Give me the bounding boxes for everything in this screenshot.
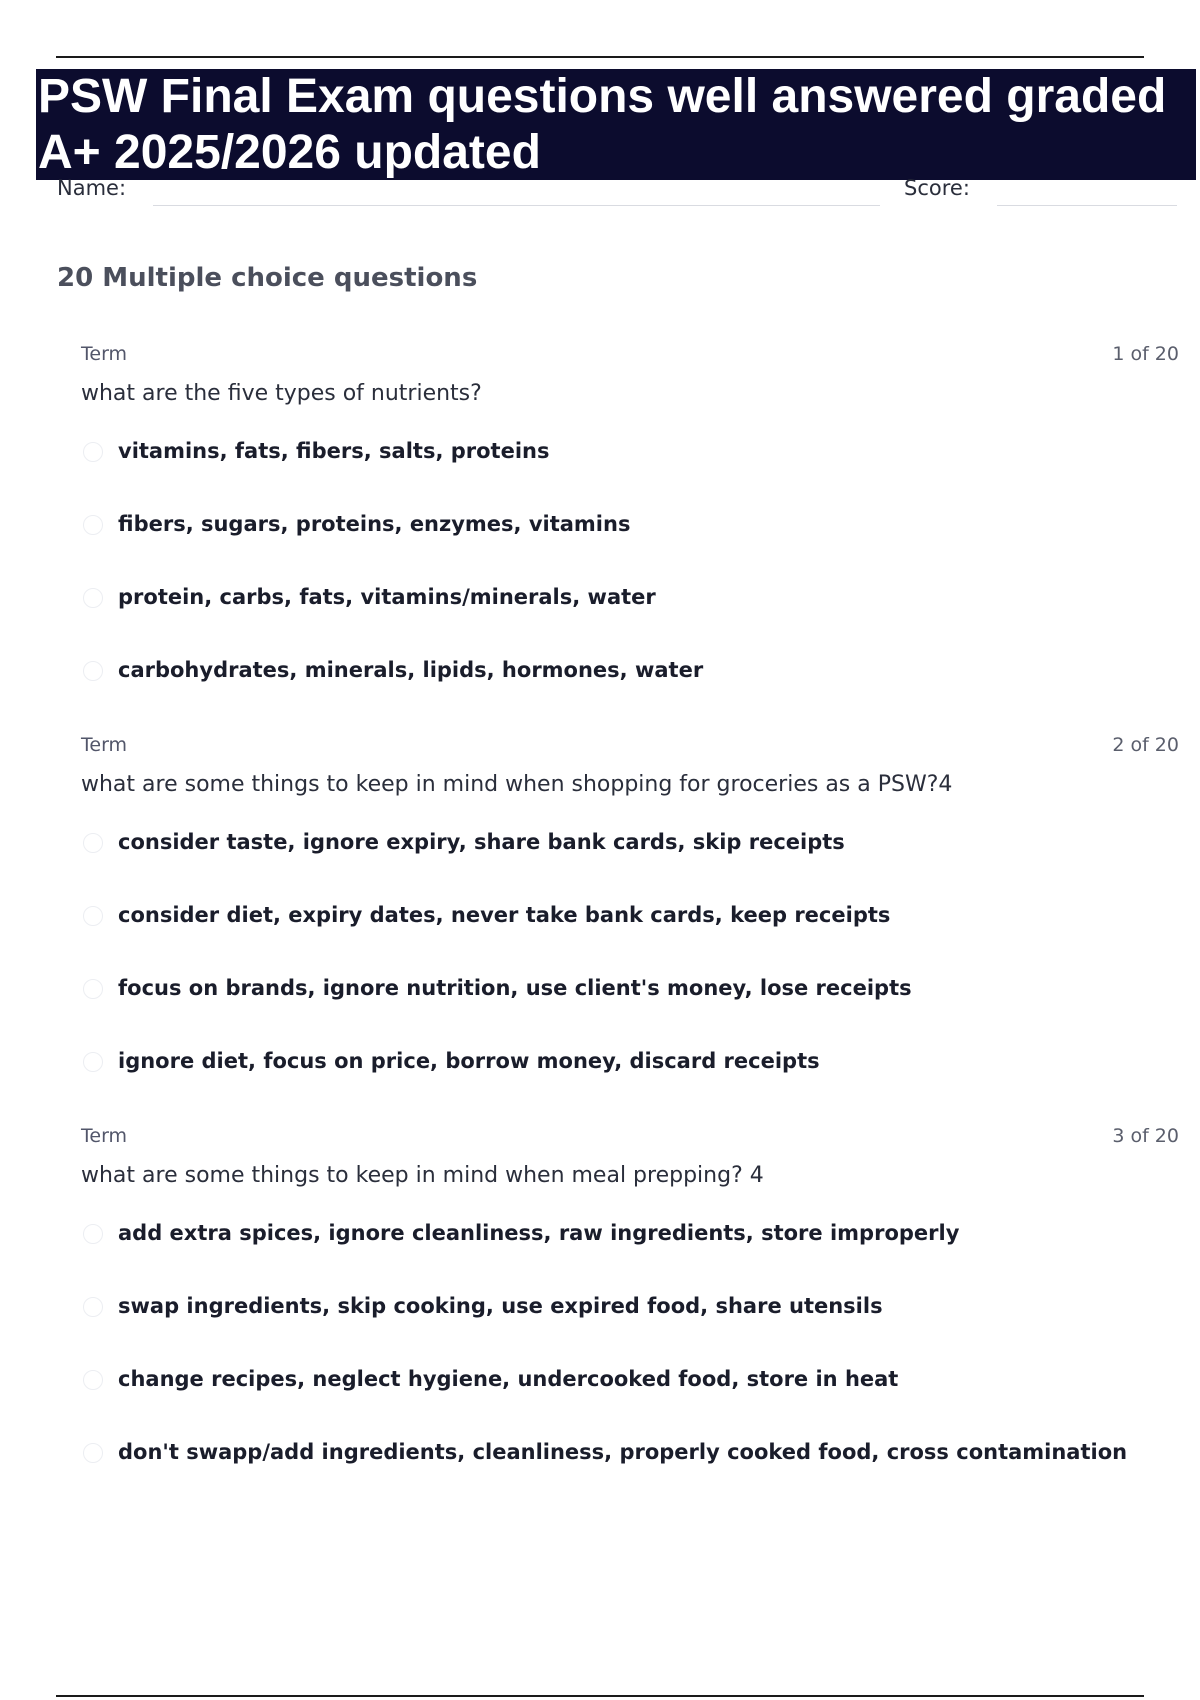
- term-label: Term: [81, 343, 128, 365]
- answer-option[interactable]: [81, 830, 1179, 903]
- radio-button[interactable]: [83, 1297, 103, 1317]
- answer-option-label[interactable]: add extra spices, ignore cleanliness, raw ingredients, store improperly: [118, 1221, 960, 1245]
- answer-option[interactable]: [81, 1367, 1179, 1440]
- answer-option-label[interactable]: focus on brands, ignore nutrition, use client's money, lose receipts: [118, 976, 912, 1000]
- score-label: Score:: [904, 176, 970, 200]
- term-label: Term: [81, 734, 128, 756]
- answer-option[interactable]: [81, 976, 1179, 1049]
- radio-button[interactable]: [83, 588, 103, 608]
- answer-options: [81, 830, 1179, 1122]
- answer-option-label[interactable]: consider diet, expiry dates, never take bank cards, keep receipts: [118, 903, 891, 927]
- radio-button[interactable]: [83, 1443, 103, 1463]
- score-field[interactable]: [997, 205, 1177, 206]
- answer-option-label[interactable]: change recipes, neglect hygiene, undercooked food, store in heat: [118, 1367, 899, 1391]
- name-label: Name:: [57, 176, 127, 200]
- bottom-rule: [56, 1695, 1144, 1697]
- title-line-2: A+ 2025/2026 updated: [38, 126, 541, 179]
- question-counter: 2 of 20: [1112, 734, 1179, 756]
- answer-option-label[interactable]: fibers, sugars, proteins, enzymes, vitamins: [118, 512, 631, 536]
- answer-option[interactable]: [81, 658, 1179, 731]
- radio-button[interactable]: [83, 906, 103, 926]
- radio-button[interactable]: [83, 979, 103, 999]
- question-3: [81, 1125, 1179, 1464]
- document-title: [36, 69, 1196, 180]
- question-text: what are some things to keep in mind when meal prepping? 4: [81, 1163, 764, 1188]
- radio-button[interactable]: [83, 1370, 103, 1390]
- question-1: [81, 343, 1179, 682]
- answer-option-label[interactable]: carbohydrates, minerals, lipids, hormones, water: [118, 658, 704, 682]
- answer-option-label[interactable]: protein, carbs, fats, vitamins/minerals, water: [118, 585, 656, 609]
- answer-option[interactable]: [81, 1440, 1179, 1513]
- section-heading: 20 Multiple choice questions: [57, 263, 478, 293]
- answer-option[interactable]: [81, 1221, 1179, 1294]
- question-text: what are the five types of nutrients?: [81, 381, 482, 406]
- radio-button[interactable]: [83, 1052, 103, 1072]
- answer-options: [81, 1221, 1179, 1513]
- radio-button[interactable]: [83, 833, 103, 853]
- question-header: [81, 1125, 1179, 1155]
- radio-button[interactable]: [83, 661, 103, 681]
- question-header: [81, 343, 1179, 373]
- answer-option-label[interactable]: ignore diet, focus on price, borrow money, discard receipts: [118, 1049, 820, 1073]
- answer-option[interactable]: [81, 439, 1179, 512]
- answer-option[interactable]: [81, 512, 1179, 585]
- name-score-row: [0, 176, 1200, 210]
- answer-options: [81, 439, 1179, 731]
- radio-button[interactable]: [83, 1224, 103, 1244]
- term-label: Term: [81, 1125, 128, 1147]
- answer-option[interactable]: [81, 585, 1179, 658]
- answer-option[interactable]: [81, 1049, 1179, 1122]
- question-counter: 1 of 20: [1112, 343, 1179, 365]
- question-2: [81, 734, 1179, 1073]
- question-header: [81, 734, 1179, 764]
- top-rule: [56, 56, 1144, 58]
- answer-option[interactable]: [81, 1294, 1179, 1367]
- answer-option-label[interactable]: consider taste, ignore expiry, share bank cards, skip receipts: [118, 830, 845, 854]
- question-text: what are some things to keep in mind when shopping for groceries as a PSW?4: [81, 772, 953, 797]
- answer-option-label[interactable]: swap ingredients, skip cooking, use expired food, share utensils: [118, 1294, 883, 1318]
- name-field[interactable]: [153, 205, 880, 206]
- title-line-1: PSW Final Exam questions well answered graded: [38, 70, 1167, 123]
- radio-button[interactable]: [83, 442, 103, 462]
- answer-option-label[interactable]: vitamins, fats, fibers, salts, proteins: [118, 439, 550, 463]
- question-counter: 3 of 20: [1112, 1125, 1179, 1147]
- answer-option[interactable]: [81, 903, 1179, 976]
- radio-button[interactable]: [83, 515, 103, 535]
- answer-option-label[interactable]: don't swapp/add ingredients, cleanliness, properly cooked food, cross contamination: [118, 1440, 1128, 1464]
